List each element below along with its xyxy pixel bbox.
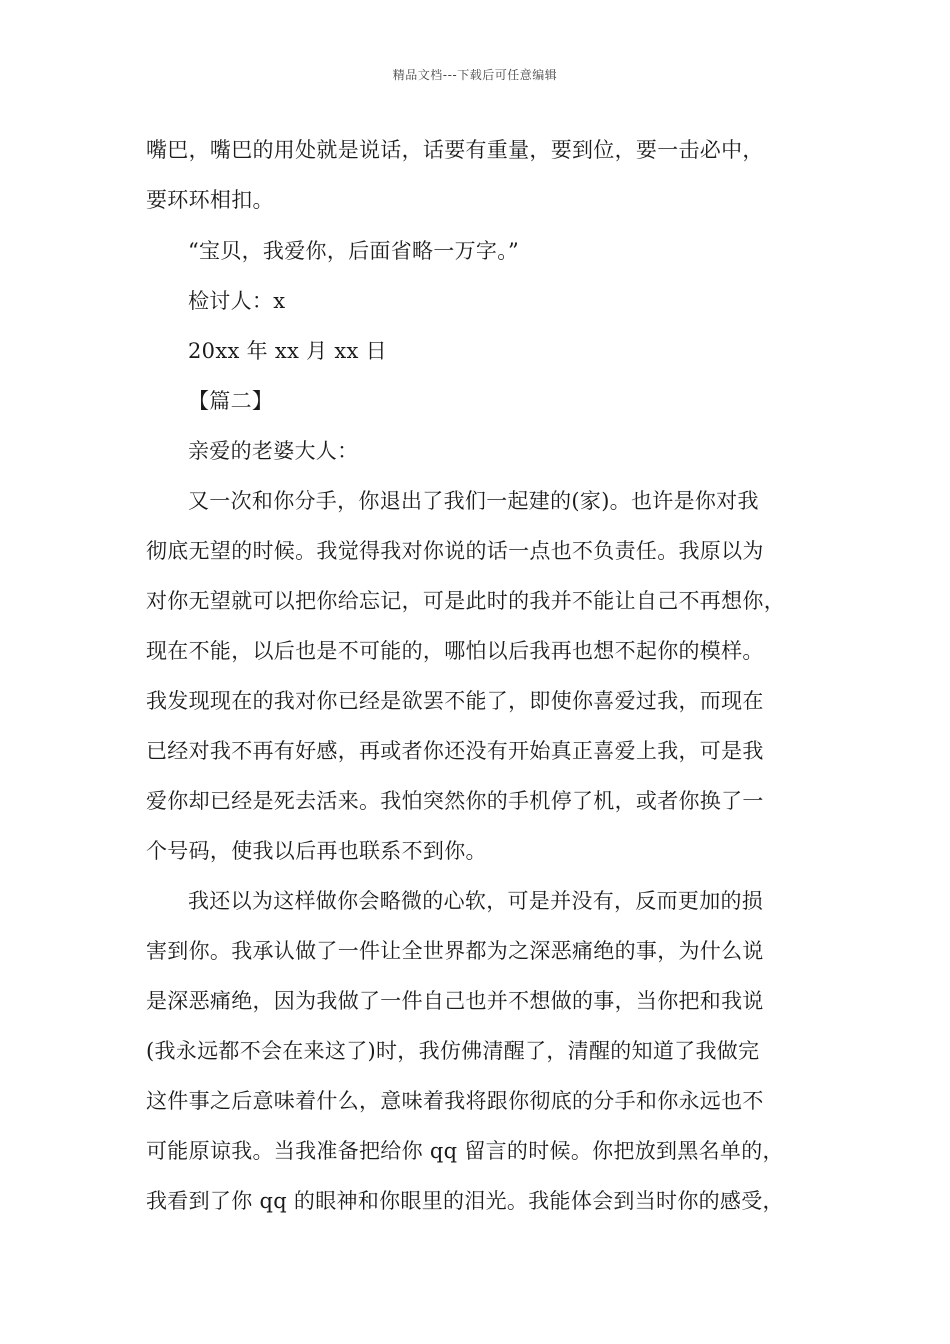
paragraph-line: 我还以为这样做你会略微的心软，可是并没有，反而更加的损	[188, 889, 764, 913]
paragraph-line: 又一次和你分手，你退出了我们一起建的(家)。也许是你对我	[188, 489, 759, 513]
paragraph-line: 爱你却已经是死去活来。我怕突然你的手机停了机，或者你换了一	[146, 789, 764, 813]
date-line: 20xx 年 xx 月 xx 日	[188, 339, 387, 363]
paragraph-line: 对你无望就可以把你给忘记，可是此时的我并不能让自己不再想你，	[146, 589, 785, 613]
paragraph-line: 已经对我不再有好感，再或者你还没有开始真正喜爱上我，可是我	[146, 739, 764, 763]
paragraph-line: 是深恶痛绝，因为我做了一件自己也并不想做的事，当你把和我说	[146, 989, 764, 1013]
paragraph-line: (我永远都不会在来这了)时，我仿佛清醒了，清醒的知道了我做完	[146, 1039, 760, 1063]
paragraph-line: 个号码，使我以后再也联系不到你。	[146, 839, 487, 863]
paragraph-line: 现在不能，以后也是不可能的，哪怕以后我再也想不起你的模样。	[146, 639, 764, 663]
signature-line: 检讨人：x	[188, 289, 286, 313]
paragraph-line: 害到你。我承认做了一件让全世界都为之深恶痛绝的事，为什么说	[146, 939, 764, 963]
paragraph-line: 我发现现在的我对你已经是欲罢不能了，即使你喜爱过我，而现在	[146, 689, 764, 713]
page-header: 精品文档---下载后可任意编辑	[392, 68, 558, 82]
paragraph-line: 可能原谅我。当我准备把给你 qq 留言的时候。你把放到黑名单的，	[146, 1139, 784, 1163]
paragraph-line: 要环环相扣。	[146, 188, 274, 212]
paragraph-line: 这件事之后意味着什么，意味着我将跟你彻底的分手和你永远也不	[146, 1089, 764, 1113]
salutation-line: 亲爱的老婆大人：	[188, 439, 359, 463]
paragraph-line: 我看到了你 qq 的眼神和你眼里的泪光。我能体会到当时你的感受，	[146, 1189, 784, 1213]
paragraph-line: 彻底无望的时候。我觉得我对你说的话一点也不负责任。我原以为	[146, 539, 764, 563]
quote-line: “宝贝，我爱你，后面省略一万字。”	[188, 239, 520, 263]
paragraph-line: 嘴巴，嘴巴的用处就是说话，话要有重量，要到位，要一击必中，	[146, 138, 764, 162]
section-heading: 【篇二】	[188, 389, 274, 413]
